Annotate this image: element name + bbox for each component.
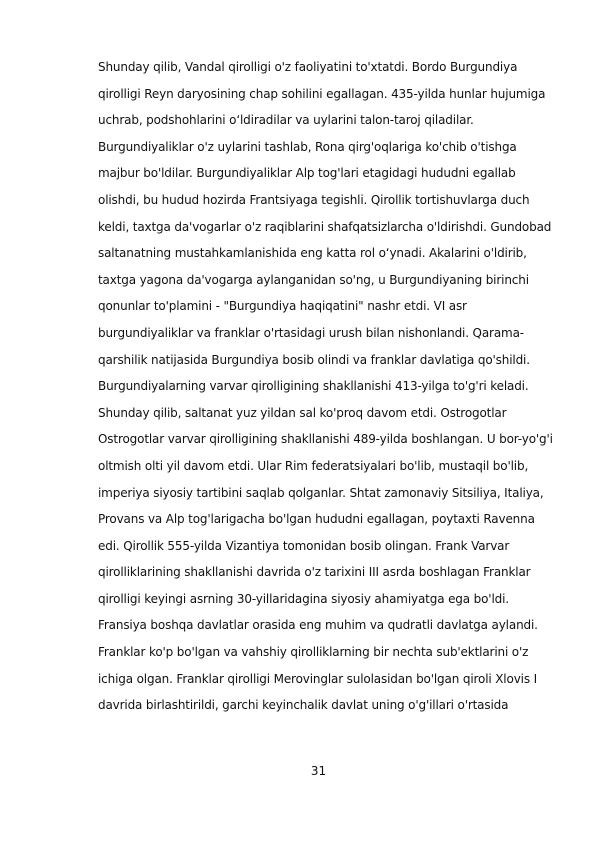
text-line: Shunday qilib, saltanat yuz yildan sal ko'proq davom etdi. Ostrogotlar bbox=[98, 405, 507, 420]
text-line: Shunday qilib, Vandal qirolligi o'z faoliyatini to'xtatdi. Bordo Burgundiya bbox=[98, 60, 518, 74]
text-line: Provans va Alp tog'larigacha bo'lgan hududni egallagan, poytaxti Ravenna bbox=[98, 512, 535, 527]
text-line: qirolligi keyingi asrning 30-yillaridagina siyosiy ahamiyatga ega bo'ldi. bbox=[98, 591, 509, 606]
text-line: taxtga yagona da'vogarga aylanganidan so'ng, u Burgundiyaning birinchi bbox=[98, 272, 529, 287]
text-line: edi. Qirollik 555-yilda Vizantiya tomonidan bosib olingan. Frank Varvar bbox=[98, 538, 510, 553]
page-number: 31 bbox=[310, 764, 327, 778]
text-line: davrida birlashtirildi, garchi keyinchalik davlat uning o'g'illari o'rtasida bbox=[98, 698, 509, 713]
text-line: majbur bo'ldilar. Burgundiyaliklar Alp tog'lari etagidagi hududni egallab bbox=[98, 166, 516, 181]
text-line: saltanatning mustahkamlanishida eng katta rol o‘ynadi. Akalarini o'ldirib, bbox=[98, 246, 527, 261]
text-line: qonunlar to'plamini - "Burgundiya haqiqatini" nashr etdi. VI asr bbox=[98, 299, 467, 314]
text-line: Burgundiyalarning varvar qirolligining shakllanishi 413-yilga to'g'ri keladi. bbox=[98, 379, 529, 394]
text-line: Fransiya boshqa davlatlar orasida eng muhim va qudratli davlatga aylandi. bbox=[98, 618, 538, 633]
text-line: qirolligi Reyn daryosining chap sohilini egallagan. 435-yilda hunlar hujumiga bbox=[98, 86, 546, 101]
text-line: qirolliklarining shakllanishi davrida o'z tarixini III asrda boshlagan Franklar bbox=[98, 565, 531, 580]
text-line: keldi, taxtga da'vogarlar o'z raqiblarini shafqatsizlarcha o'ldirishdi. Gundobad bbox=[98, 219, 552, 234]
text-line: ichiga olgan. Franklar qirolligi Merovinglar sulolasidan bo'lgan qiroli Xlovis I bbox=[98, 671, 537, 686]
text-line: qarshilik natijasida Burgundiya bosib olindi va franklar davlatiga qo'shildi. bbox=[98, 352, 530, 367]
text-line: imperiya siyosiy tartibini saqlab qolganlar. Shtat zamonaviy Sitsiliya, Italiya, bbox=[98, 485, 544, 500]
body-text bbox=[98, 54, 595, 719]
text-line: uchrab, podshohlarini o‘ldiradilar va uylarini talon-taroj qiladilar. bbox=[98, 113, 474, 128]
text-line: Franklar ko'p bo'lgan va vahshiy qirolliklarning bir nechta sub'ektlarini o'z bbox=[98, 645, 529, 660]
text-line: burgundiyaliklar va franklar o'rtasidagi urush bilan nishonlandi. Qarama- bbox=[98, 325, 524, 340]
text-line: Burgundiyaliklar o'z uylarini tashlab, Rona qirg'oqlariga ko'chib o'tishga bbox=[98, 139, 517, 154]
text-line: Ostrogotlar varvar qirolligining shakllanishi 489-yilda boshlangan. U bor-yo'g'i bbox=[98, 432, 553, 447]
text-line: oltmish olti yil davom etdi. Ular Rim federatsiyalari bo'lib, mustaqil bo'lib, bbox=[98, 458, 529, 473]
text-line: olishdi, bu hudud hozirda Frantsiyaga tegishli. Qirollik tortishuvlarga duch bbox=[98, 192, 530, 207]
